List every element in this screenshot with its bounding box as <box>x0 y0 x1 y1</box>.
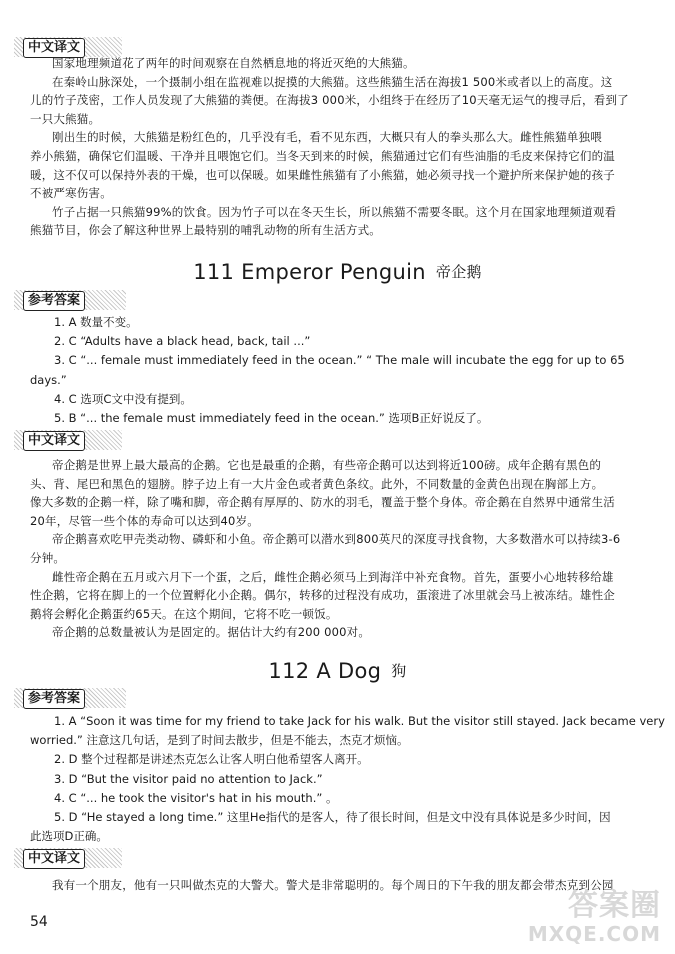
answer-line: 3. C “... female must immediately feed in the ocean.” “ The male will incubate the egg for up to 65 <box>54 353 625 368</box>
paragraph-line: 熊猫节目，你会了解这种世界上最特别的哺乳动物的所有生活方式。 <box>30 223 381 238</box>
paragraph-line: 分钟。 <box>30 550 66 565</box>
translation-tag-label: 中文译文 <box>23 849 85 869</box>
paragraph-line: 帝企鹅的总数量被认为是固定的。据估计大约有200 000对。 <box>52 625 371 640</box>
answer-line: worried.” 注意这几句话，是到了时间去散步，但是不能去，杰克才烦恼。 <box>30 733 409 748</box>
watermark-url: MXQE.COM <box>527 922 661 946</box>
paragraph-line: 我有一个朋友，他有一只叫做杰克的大警犬。警犬是非常聪明的。每个周日的下午我的朋友都会带杰克到公园 <box>52 878 614 892</box>
translation-tag-label: 中文译文 <box>23 431 85 451</box>
paragraph-line: 在秦岭山脉深处，一个摄制小组在监视难以捉摸的大熊猫。这些熊猫生活在海拔1 500米或者以上的高度。这 <box>52 74 613 89</box>
answer-line: 4. C “... he took the visitor's hat in his mouth.” 。 <box>54 790 338 805</box>
answer-line: 4. C 选项C文中没有提到。 <box>54 391 192 406</box>
translation-tag <box>14 848 122 868</box>
paragraph-line: 国家地理频道花了两年的时间观察在自然栖息地的将近灭绝的大熊猫。 <box>52 56 415 70</box>
answers-tag <box>14 290 126 310</box>
section-title-chinese: 狗 <box>391 662 407 680</box>
answer-line: 此选项D正确。 <box>30 829 108 844</box>
paragraph-line: 竹子占据一只熊猫99%的饮食。因为竹子可以在冬天生长，所以熊猫不需要冬眠。这个月在国家地理频道观看 <box>52 204 617 219</box>
paragraph-line: 20年，尽管一些个体的寿命可以达到40岁。 <box>30 513 259 528</box>
translation-tag-label: 中文译文 <box>23 38 85 58</box>
answers-tag <box>14 688 126 708</box>
translation-text <box>30 54 629 240</box>
answer-line: 3. D “But the visitor paid no attention to Jack.” <box>54 771 323 786</box>
paragraph-line: 暖，这不仅可以保持外表的干燥，也可以保暖。如果雌性熊猫有了小熊猫，她必须寻找一个避护所来保护她的孩子 <box>30 167 615 182</box>
paragraph-line: 帝企鹅是世界上最大最高的企鹅。它也是最重的企鹅，有些帝企鹅可以达到将近100磅。成年企鹅有黑色的 <box>52 458 602 472</box>
paragraph-line: 头、背、尾巴和黑色的翅膀。脖子边上有一大片金色或者黄色条纹。此外，不同数量的金黄色出现在胸部上方。 <box>30 476 604 491</box>
answer-line: 2. D 整个过程都是讲述杰克怎么让客人明白他希望客人离开。 <box>54 752 369 767</box>
paragraph-line: 一只大熊猫。 <box>30 111 101 126</box>
answers-tag-label: 参考答案 <box>23 291 85 311</box>
answer-line: 5. B “... the female must immediately feed in the ocean.” 选项B正好说反了。 <box>54 411 489 425</box>
answer-line: 5. D “He stayed a long time.” 这里He指代的是客人，待了很长时间，但是文中没有具体说是多少时间，因 <box>54 810 611 824</box>
paragraph-line: 不被严寒伤害。 <box>30 186 112 201</box>
paragraph-line: 鹅将会孵化企鹅蛋约65天。在这个期间，它将不吃一顿饭。 <box>30 606 338 621</box>
paragraph-line: 像大多数的企鹅一样，除了嘴和脚，帝企鹅有厚厚的、防水的羽毛，覆盖于整个身体。帝企鹅在自然界中通常生活 <box>30 495 615 510</box>
section-heading <box>0 658 675 684</box>
paragraph-line: 雌性帝企鹅在五月或六月下一个蛋，之后，雌性企鹅必须马上到海洋中补充食物。首先，蛋要小心地转移给雄 <box>52 569 614 584</box>
answer-line: 1. A “Soon it was time for my friend to take Jack for his walk. But the visitor still stayed. Jack became very <box>54 714 665 728</box>
section-title-chinese: 帝企鹅 <box>435 263 482 281</box>
paragraph-line: 儿的竹子茂密，工作人员发现了大熊猫的粪便。在海拔3 000米，小组终于在经历了10天毫无运气的搜寻后，看到了 <box>30 93 629 108</box>
section-title: 111 Emperor Penguin <box>193 260 426 284</box>
translation-text <box>30 876 620 895</box>
answers-tag-label: 参考答案 <box>23 689 85 709</box>
paragraph-line: 养小熊猫，确保它们温暖、干净并且喂饱它们。当冬天到来的时候，熊猫通过它们有些油脂的毛皮来保持它们的温 <box>30 148 615 163</box>
paragraph-line: 刚出生的时候，大熊猫是粉红色的，几乎没有毛，看不见东西，大概只有人的拳头那么大。雌性熊猫单独喂 <box>52 130 602 145</box>
watermark-logo: 答案圈 <box>568 888 661 923</box>
translation-text <box>30 456 620 642</box>
translation-tag <box>14 430 122 450</box>
page-number: 54 <box>30 914 48 930</box>
paragraph-line: 帝企鹅喜欢吃甲壳类动物、磷虾和小鱼。帝企鹅可以潜水到800英尺的深度寻找食物，大多数潜水可以持续3-6 <box>52 532 621 547</box>
answer-line: 2. C “Adults have a black head, back, tail ...” <box>54 334 311 349</box>
section-title: 112 A Dog <box>268 659 382 683</box>
answer-line: days.” <box>30 372 67 387</box>
paragraph-line: 性企鹅，它将在脚上的一个位置孵化小企鹅。偶尔，转移的过程没有成功，蛋滚进了冰里就会马上被冻结。雄性企 <box>30 588 615 603</box>
section-heading <box>0 259 675 285</box>
answer-line: 1. A 数量不变。 <box>54 315 138 329</box>
